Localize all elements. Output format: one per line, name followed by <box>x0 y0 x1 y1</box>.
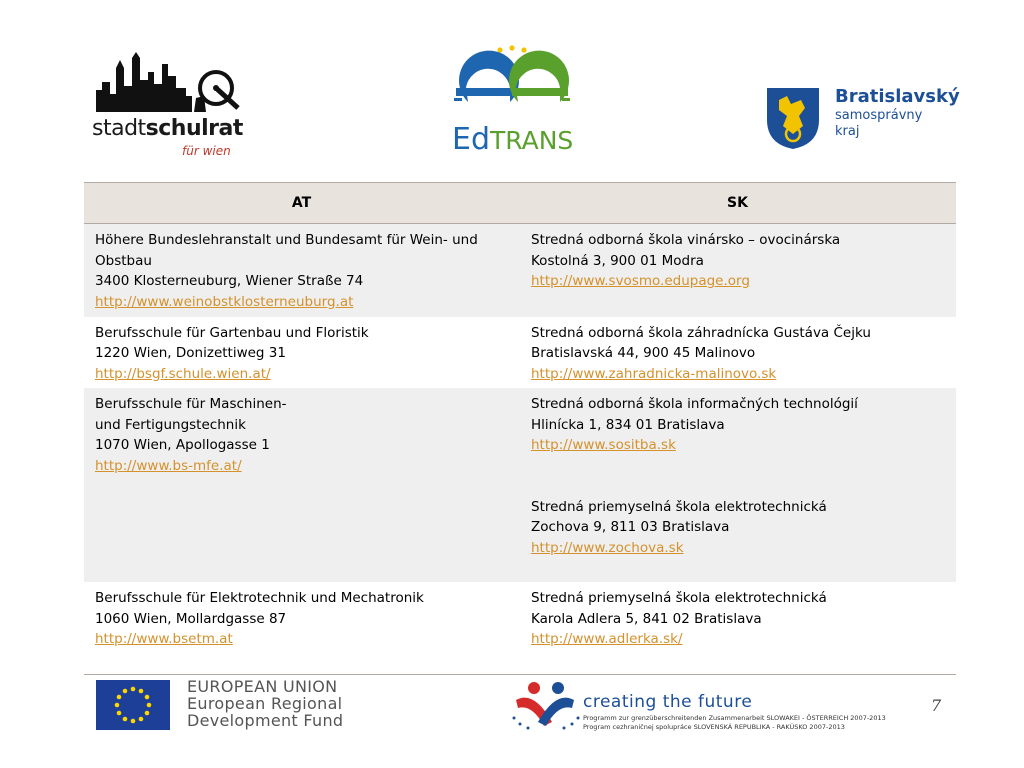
school-name: Stredná odborná škola informačných technológií <box>531 396 858 412</box>
school-name-cont: und Fertigungstechnik <box>95 416 246 433</box>
cell-at <box>84 582 519 674</box>
cell-sk <box>519 582 956 674</box>
header-sk: SK <box>519 183 956 224</box>
eu-line-2: European Regional <box>187 694 343 713</box>
bratislava-line2: samosprávny <box>835 108 923 123</box>
cell-at <box>84 317 519 389</box>
school-name: Höhere Bundeslehranstalt und Bundesamt für Wein- und <box>95 232 478 248</box>
programme-line-de: Programm zur grenzüberschreitenden Zusammenarbeit SLOWAKEI - ÖSTERREICH 2007-2013 <box>583 714 886 722</box>
school-link[interactable]: http://bsgf.schule.wien.at/ <box>95 365 271 382</box>
school-name: Berufsschule für Maschinen- <box>95 396 287 412</box>
schools-table <box>84 182 956 675</box>
school-name-cont: Obstbau <box>95 252 152 269</box>
bratislava-title: Bratislavský <box>835 86 960 107</box>
school-name: Stredná odborná škola záhradnícka Gustáva Čejku <box>531 324 871 341</box>
school-address: Karola Adlera 5, 841 02 Bratislava <box>531 610 762 627</box>
bratislava-subtitle <box>835 108 922 140</box>
table-row <box>84 224 956 317</box>
school-link[interactable]: http://www.zochova.sk <box>531 539 684 556</box>
eu-flag-icon <box>96 680 170 730</box>
table-row <box>84 582 956 674</box>
school-name: Berufsschule für Gartenbau und Floristik <box>95 324 369 341</box>
page-number: 7 <box>931 696 942 715</box>
school-name: Stredná priemyselná škola elektrotechnická <box>531 498 827 515</box>
creating-future-title: creating the future <box>583 692 753 712</box>
school-link[interactable]: http://www.sositba.sk <box>531 437 676 453</box>
table-header-row <box>84 183 956 224</box>
stadtschulrat-part1: stadt <box>92 116 146 141</box>
edtrans-wordmark <box>452 122 573 157</box>
cell-at <box>84 388 519 582</box>
cell-at <box>84 224 519 317</box>
school-link[interactable]: http://www.svosmo.edupage.org <box>531 273 750 289</box>
programme-line-sk: Program cezhraničnej spolupráce SLOVENSKÁ REPUBLIKA - RAKÚSKO 2007-2013 <box>583 723 845 731</box>
bratislava-region-logo <box>765 86 960 156</box>
edtrans-ed: Ed <box>452 122 490 157</box>
spacer <box>531 456 946 497</box>
stadtschulrat-logo <box>92 50 252 162</box>
stadtschulrat-part2: schulrat <box>145 116 243 141</box>
cell-sk <box>519 388 956 582</box>
logo-bar <box>0 0 1024 180</box>
stadtschulrat-wordmark <box>92 116 243 141</box>
school-link[interactable]: http://www.weinobstklosterneuburg.at <box>95 293 354 310</box>
eu-stars-icon <box>96 680 170 730</box>
city-skyline-icon <box>92 50 252 116</box>
school-address: Bratislavská 44, 900 45 Malinovo <box>531 345 756 361</box>
school-address: 1220 Wien, Donizettiweg 31 <box>95 345 286 361</box>
edtrans-trans: TRANS <box>490 126 574 155</box>
cell-sk <box>519 224 956 317</box>
bratislava-coat-of-arms-icon <box>765 86 821 150</box>
school-link[interactable]: http://www.bs-mfe.at/ <box>95 457 242 474</box>
creating-future-logo-icon <box>508 678 583 733</box>
table-row <box>84 317 956 389</box>
eu-fund-label <box>187 678 343 729</box>
stadtschulrat-subtitle: für wien <box>182 144 231 158</box>
school-name: Berufsschule für Elektrotechnik und Mechatronik <box>95 590 424 606</box>
school-address: Kostolná 3, 900 01 Modra <box>531 252 704 269</box>
table-row <box>84 388 956 582</box>
footer <box>0 676 1024 768</box>
eu-line-3: Development Fund <box>187 711 344 730</box>
school-link[interactable]: http://www.zahradnicka-malinovo.sk <box>531 365 777 382</box>
edtrans-emblem-icon <box>450 44 575 122</box>
school-address: 1060 Wien, Mollardgasse 87 <box>95 610 287 627</box>
school-name: Stredná odborná škola vinársko – ovocinárska <box>531 232 841 248</box>
school-address: Zochova 9, 811 03 Bratislava <box>531 519 730 535</box>
eu-line-1: EUROPEAN UNION <box>187 677 338 696</box>
school-name: Stredná priemyselná škola elektrotechnická <box>531 590 827 606</box>
cell-sk <box>519 317 956 389</box>
programme-subtitle <box>583 714 886 732</box>
school-link[interactable]: http://www.bsetm.at <box>95 631 233 647</box>
school-link[interactable]: http://www.adlerka.sk/ <box>531 631 683 647</box>
school-address: 3400 Klosterneuburg, Wiener Straße 74 <box>95 273 364 289</box>
bratislava-line3: kraj <box>835 124 860 139</box>
school-address: Hlinícka 1, 834 01 Bratislava <box>531 416 725 433</box>
school-address: 1070 Wien, Apollogasse 1 <box>95 437 270 453</box>
edtrans-logo <box>450 44 575 159</box>
header-at: AT <box>84 183 519 224</box>
